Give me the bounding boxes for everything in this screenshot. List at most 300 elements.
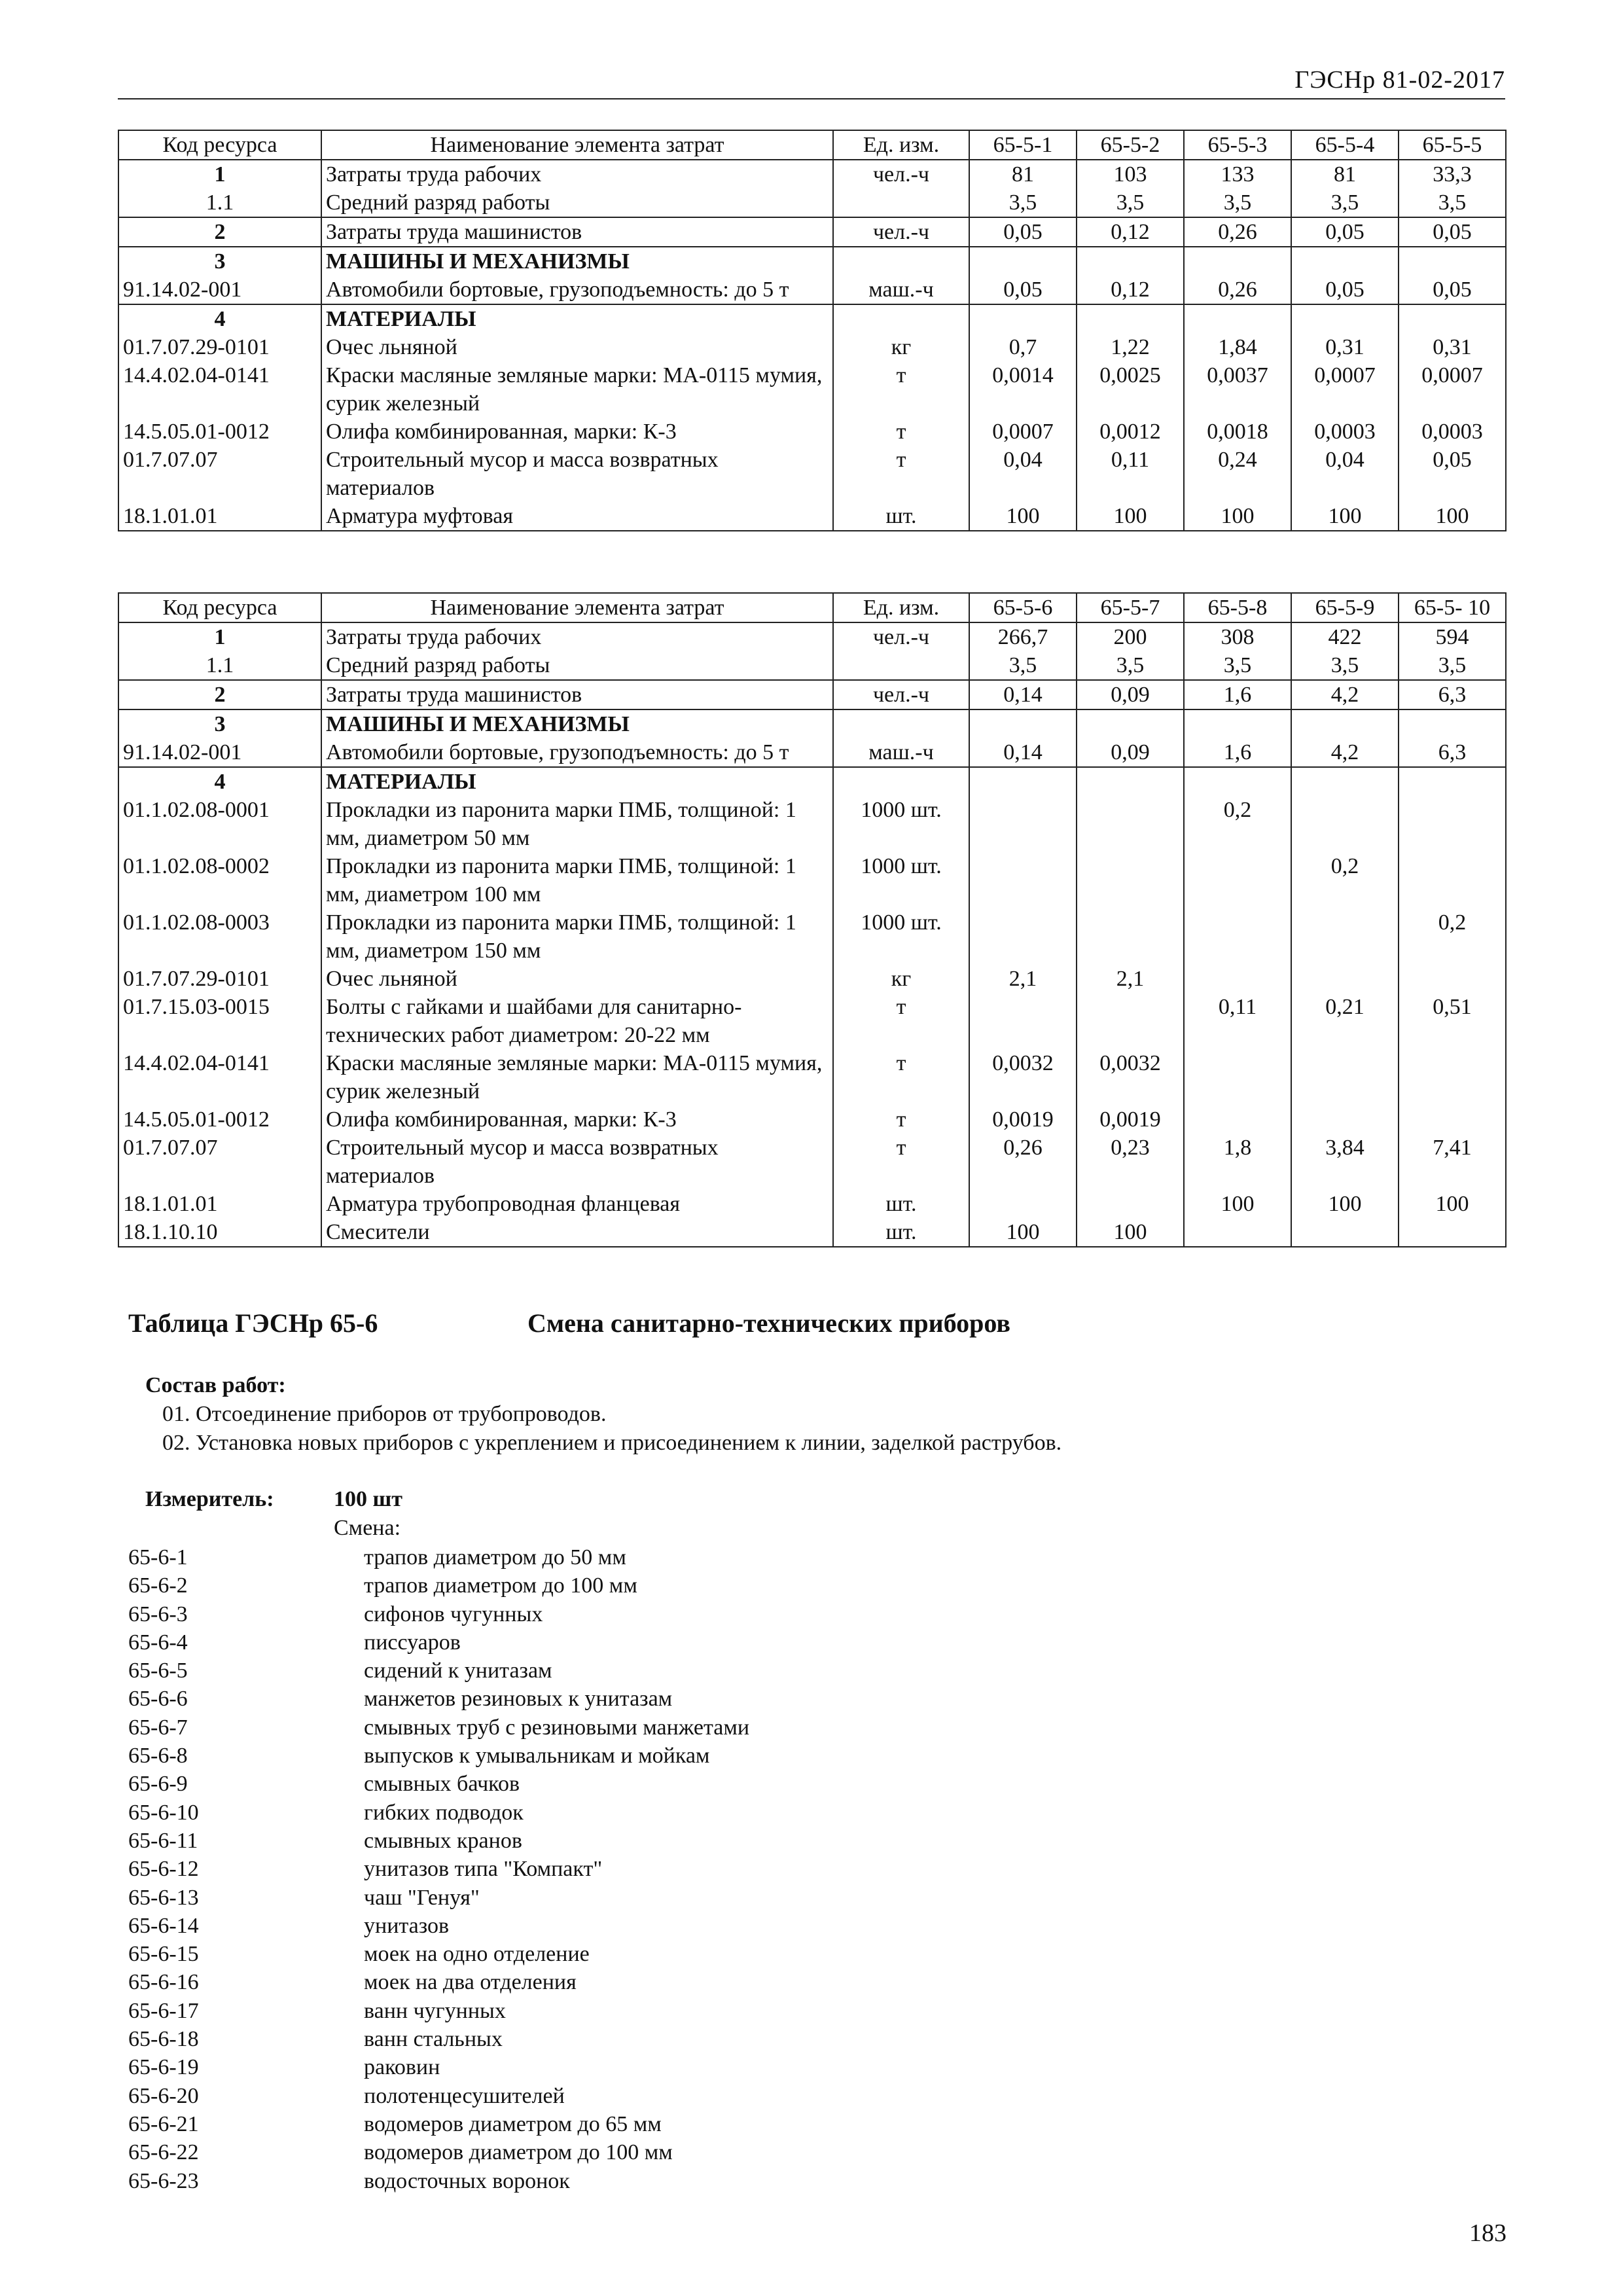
table-row xyxy=(118,1134,1506,1190)
row-code: 1.1 xyxy=(118,651,321,680)
row-value: 6,3 xyxy=(1399,738,1506,767)
row-value: 4,2 xyxy=(1291,738,1399,767)
item-desc: гибких подводок xyxy=(364,1800,524,1825)
item-desc: ванн стальных xyxy=(364,2027,503,2052)
header-col: 65-5-7 xyxy=(1077,593,1184,622)
row-value: 0,2 xyxy=(1399,908,1506,965)
row-unit: т xyxy=(833,1105,969,1134)
row-value: 0,0019 xyxy=(969,1105,1077,1134)
list-item xyxy=(128,2053,914,2081)
row-value: 1,6 xyxy=(1184,680,1291,709)
row-value xyxy=(1399,1105,1506,1134)
row-value xyxy=(969,908,1077,965)
row-value xyxy=(1291,1105,1399,1134)
row-code: 01.1.02.08-0001 xyxy=(118,796,321,852)
item-desc: водомеров диаметром до 100 мм xyxy=(364,2140,673,2165)
table-row xyxy=(118,1105,1506,1134)
row-value: 1,8 xyxy=(1184,1134,1291,1190)
row-code: 14.4.02.04-0141 xyxy=(118,1049,321,1105)
row-value: 3,5 xyxy=(1184,651,1291,680)
item-code: 65-6-15 xyxy=(128,1942,199,1967)
item-code: 65-6-8 xyxy=(128,1744,188,1768)
row-code: 3 xyxy=(118,709,321,738)
measure-value: 100 шт xyxy=(334,1487,402,1511)
item-desc: трапов диаметром до 50 мм xyxy=(364,1545,626,1570)
row-value: 0,0037 xyxy=(1184,361,1291,418)
row-value: 0,0025 xyxy=(1077,361,1184,418)
row-value xyxy=(1184,965,1291,993)
row-value xyxy=(1399,965,1506,993)
table-label: Таблица ГЭСНр 65-6 xyxy=(128,1308,378,1338)
row-value: 0,0014 xyxy=(969,361,1077,418)
table-row xyxy=(118,418,1506,446)
item-desc: унитазов типа "Компакт" xyxy=(364,1857,603,1882)
row-name: Затраты труда машинистов xyxy=(321,680,833,709)
item-desc: моек на одно отделение xyxy=(364,1942,590,1967)
row-value: 100 xyxy=(969,1218,1077,1247)
table-row xyxy=(118,622,1506,651)
row-value: 0,23 xyxy=(1077,1134,1184,1190)
row-value: 0,05 xyxy=(1291,217,1399,247)
row-value xyxy=(1291,1049,1399,1105)
row-value: 0,26 xyxy=(1184,217,1291,247)
header-col: 65-5-6 xyxy=(969,593,1077,622)
row-value: 0,12 xyxy=(1077,276,1184,304)
row-value: 0,0019 xyxy=(1077,1105,1184,1134)
table-title: Смена санитарно-технических приборов xyxy=(527,1308,1011,1338)
row-code: 1 xyxy=(118,160,321,188)
item-code: 65-6-1 xyxy=(128,1545,188,1570)
item-code: 65-6-5 xyxy=(128,1659,188,1683)
item-desc: моек на два отделения xyxy=(364,1970,577,1995)
list-item xyxy=(128,1968,914,1996)
row-name: Прокладки из паронита марки ПМБ, толщиной: 1 мм, диаметром 150 мм xyxy=(321,908,833,965)
row-code: 01.7.07.29-0101 xyxy=(118,333,321,361)
row-value: 81 xyxy=(1291,160,1399,188)
row-value xyxy=(1077,1190,1184,1218)
row-name: Автомобили бортовые, грузоподъемность: до 5 т xyxy=(321,276,833,304)
row-unit: шт. xyxy=(833,502,969,531)
row-value xyxy=(1399,852,1506,908)
row-value: 0,51 xyxy=(1399,993,1506,1049)
list-item xyxy=(128,1628,914,1657)
row-unit: маш.-ч xyxy=(833,276,969,304)
row-code: 01.7.15.03-0015 xyxy=(118,993,321,1049)
row-name: Очес льняной xyxy=(321,965,833,993)
row-value: 100 xyxy=(1291,1190,1399,1218)
header-col: 65-5-4 xyxy=(1291,130,1399,160)
row-value: 100 xyxy=(1077,502,1184,531)
row-name: Краски масляные земляные марки: МА-0115 мумия, сурик железный xyxy=(321,1049,833,1105)
item-code: 65-6-22 xyxy=(128,2140,199,2165)
header-col: 65-5-5 xyxy=(1399,130,1506,160)
row-value xyxy=(1077,852,1184,908)
row-value: 0,2 xyxy=(1291,852,1399,908)
row-code: 1 xyxy=(118,622,321,651)
header-unit: Ед. изм. xyxy=(833,130,969,160)
row-unit: шт. xyxy=(833,1190,969,1218)
row-value: 0,24 xyxy=(1184,446,1291,502)
row-value: 0,0012 xyxy=(1077,418,1184,446)
row-value: 3,5 xyxy=(1291,188,1399,217)
row-value: 0,21 xyxy=(1291,993,1399,1049)
item-desc: водосточных воронок xyxy=(364,2168,570,2193)
list-item xyxy=(128,1940,914,1968)
row-value: 0,0003 xyxy=(1399,418,1506,446)
table-row xyxy=(118,361,1506,418)
row-code: 14.4.02.04-0141 xyxy=(118,361,321,418)
table-row xyxy=(118,247,1506,276)
table-row xyxy=(118,188,1506,217)
row-value: 6,3 xyxy=(1399,680,1506,709)
row-unit: т xyxy=(833,418,969,446)
row-name: МАТЕРИАЛЫ xyxy=(321,304,833,333)
header-name: Наименование элемента затрат xyxy=(321,593,833,622)
row-value: 0,0018 xyxy=(1184,418,1291,446)
row-value xyxy=(1184,1049,1291,1105)
row-name: Прокладки из паронита марки ПМБ, толщиной: 1 мм, диаметром 100 мм xyxy=(321,852,833,908)
list-item xyxy=(128,1799,914,1827)
item-desc: смывных труб с резиновыми манжетами xyxy=(364,1715,750,1740)
row-name: Болты с гайками и шайбами для санитарно-технических работ диаметром: 20-22 мм xyxy=(321,993,833,1049)
resource-table-2 xyxy=(118,592,1507,1247)
row-value xyxy=(1184,908,1291,965)
list-item xyxy=(128,2138,914,2166)
item-desc: трапов диаметром до 100 мм xyxy=(364,1573,637,1598)
table-row xyxy=(118,738,1506,767)
row-unit: чел.-ч xyxy=(833,160,969,188)
item-code: 65-6-12 xyxy=(128,1857,199,1882)
row-code: 2 xyxy=(118,217,321,247)
item-desc: смывных кранов xyxy=(364,1828,522,1853)
table-row xyxy=(118,502,1506,531)
row-name: Средний разряд работы xyxy=(321,651,833,680)
item-desc: смывных бачков xyxy=(364,1772,520,1797)
row-code: 2 xyxy=(118,680,321,709)
row-value xyxy=(1399,1049,1506,1105)
row-name: Средний разряд работы xyxy=(321,188,833,217)
row-unit: т xyxy=(833,993,969,1049)
row-name: Строительный мусор и масса возвратных материалов xyxy=(321,446,833,502)
list-item xyxy=(128,2167,914,2195)
resource-table-1 xyxy=(118,130,1507,531)
row-value: 308 xyxy=(1184,622,1291,651)
row-value xyxy=(1184,1105,1291,1134)
row-value: 100 xyxy=(1399,1190,1506,1218)
row-value: 0,7 xyxy=(969,333,1077,361)
row-name: Строительный мусор и масса возвратных материалов xyxy=(321,1134,833,1190)
row-unit: т xyxy=(833,1049,969,1105)
row-code: 18.1.01.01 xyxy=(118,502,321,531)
row-value: 0,2 xyxy=(1184,796,1291,852)
row-value xyxy=(1077,796,1184,852)
table-row xyxy=(118,767,1506,796)
list-item xyxy=(128,1770,914,1798)
list-item xyxy=(128,2025,914,2053)
item-code: 65-6-16 xyxy=(128,1970,199,1995)
row-value: 0,31 xyxy=(1399,333,1506,361)
item-code: 65-6-7 xyxy=(128,1715,188,1740)
table-row xyxy=(118,993,1506,1049)
row-code: 91.14.02-001 xyxy=(118,276,321,304)
row-value: 100 xyxy=(1184,502,1291,531)
row-value: 4,2 xyxy=(1291,680,1399,709)
row-code: 1.1 xyxy=(118,188,321,217)
row-value: 3,5 xyxy=(1399,188,1506,217)
row-value: 0,04 xyxy=(1291,446,1399,502)
row-value: 1,22 xyxy=(1077,333,1184,361)
row-value xyxy=(1399,1218,1506,1247)
list-item xyxy=(128,1855,914,1883)
row-value xyxy=(1077,908,1184,965)
item-desc: полотенцесушителей xyxy=(364,2083,565,2108)
list-item xyxy=(128,1742,914,1770)
table-row xyxy=(118,680,1506,709)
row-value: 3,5 xyxy=(1077,188,1184,217)
row-unit: т xyxy=(833,361,969,418)
header-col: 65-5-9 xyxy=(1291,593,1399,622)
list-item xyxy=(128,1713,914,1742)
row-name: Смесители xyxy=(321,1218,833,1247)
row-value: 133 xyxy=(1184,160,1291,188)
row-value xyxy=(969,852,1077,908)
table-row xyxy=(118,852,1506,908)
row-value: 103 xyxy=(1077,160,1184,188)
row-name: МАШИНЫ И МЕХАНИЗМЫ xyxy=(321,709,833,738)
item-code: 65-6-19 xyxy=(128,2055,199,2080)
table-row xyxy=(118,651,1506,680)
item-code: 65-6-4 xyxy=(128,1630,188,1655)
table-row xyxy=(118,304,1506,333)
row-value xyxy=(1291,796,1399,852)
row-unit xyxy=(833,651,969,680)
row-value: 0,0003 xyxy=(1291,418,1399,446)
row-value: 0,0032 xyxy=(1077,1049,1184,1105)
row-value: 3,5 xyxy=(969,188,1077,217)
table-row xyxy=(118,908,1506,965)
row-value: 1,6 xyxy=(1184,738,1291,767)
list-item xyxy=(128,1543,914,1571)
row-value: 0,05 xyxy=(1291,276,1399,304)
list-item xyxy=(128,1884,914,1912)
list-item xyxy=(128,2110,914,2138)
row-name: Очес льняной xyxy=(321,333,833,361)
change-label: Смена: xyxy=(334,1516,401,1540)
header-rule xyxy=(118,98,1505,99)
row-value: 7,41 xyxy=(1399,1134,1506,1190)
row-value: 0,05 xyxy=(969,217,1077,247)
row-value: 3,5 xyxy=(1077,651,1184,680)
item-desc: унитазов xyxy=(364,1913,450,1938)
row-value: 0,0007 xyxy=(969,418,1077,446)
row-value xyxy=(1399,796,1506,852)
row-value: 0,0032 xyxy=(969,1049,1077,1105)
row-value xyxy=(969,993,1077,1049)
row-value xyxy=(1077,993,1184,1049)
row-code: 01.1.02.08-0003 xyxy=(118,908,321,965)
row-value: 2,1 xyxy=(1077,965,1184,993)
row-value: 0,26 xyxy=(1184,276,1291,304)
item-code: 65-6-13 xyxy=(128,1885,199,1910)
table-row xyxy=(118,965,1506,993)
row-unit: чел.-ч xyxy=(833,622,969,651)
item-code: 65-6-2 xyxy=(128,1573,188,1598)
table-row xyxy=(118,1049,1506,1105)
list-item xyxy=(128,1600,914,1628)
item-desc: манжетов резиновых к унитазам xyxy=(364,1687,673,1712)
row-value: 3,5 xyxy=(1184,188,1291,217)
row-name: Арматура трубопроводная фланцевая xyxy=(321,1190,833,1218)
item-desc: раковин xyxy=(364,2055,440,2080)
row-value: 33,3 xyxy=(1399,160,1506,188)
row-value: 100 xyxy=(1399,502,1506,531)
item-desc: писсуаров xyxy=(364,1630,461,1655)
row-value: 0,31 xyxy=(1291,333,1399,361)
row-name: МАТЕРИАЛЫ xyxy=(321,767,833,796)
row-value xyxy=(1291,1218,1399,1247)
row-unit: чел.-ч xyxy=(833,217,969,247)
row-unit: шт. xyxy=(833,1218,969,1247)
row-name: Олифа комбинированная, марки: К-3 xyxy=(321,418,833,446)
row-unit: 1000 шт. xyxy=(833,908,969,965)
item-code: 65-6-9 xyxy=(128,1772,188,1797)
table-row xyxy=(118,160,1506,188)
row-value: 422 xyxy=(1291,622,1399,651)
row-code: 01.7.07.07 xyxy=(118,446,321,502)
row-code: 91.14.02-001 xyxy=(118,738,321,767)
item-code: 65-6-6 xyxy=(128,1687,188,1712)
row-value xyxy=(1184,1218,1291,1247)
header-unit: Ед. изм. xyxy=(833,593,969,622)
row-value: 200 xyxy=(1077,622,1184,651)
page-number: 183 xyxy=(1469,2219,1507,2247)
work-composition-title: Состав работ: xyxy=(145,1373,286,1397)
item-code: 65-6-3 xyxy=(128,1602,188,1626)
list-item xyxy=(128,2082,914,2110)
table-header-row xyxy=(118,593,1506,622)
header-name: Наименование элемента затрат xyxy=(321,130,833,160)
list-item xyxy=(128,1657,914,1685)
row-value: 0,09 xyxy=(1077,738,1184,767)
row-unit: кг xyxy=(833,965,969,993)
row-name: МАШИНЫ И МЕХАНИЗМЫ xyxy=(321,247,833,276)
header-col: 65-5-1 xyxy=(969,130,1077,160)
row-value: 0,05 xyxy=(1399,446,1506,502)
row-value xyxy=(1184,852,1291,908)
row-code: 14.5.05.01-0012 xyxy=(118,418,321,446)
item-code: 65-6-20 xyxy=(128,2083,199,2108)
item-desc: ванн чугунных xyxy=(364,1998,506,2023)
item-code: 65-6-23 xyxy=(128,2168,199,2193)
row-value: 0,05 xyxy=(969,276,1077,304)
measure-label: Измеритель: xyxy=(145,1487,274,1511)
work-item: 01. Отсоединение приборов от трубопроводов. xyxy=(162,1402,607,1426)
row-name: Затраты труда рабочих xyxy=(321,160,833,188)
document-code: ГЭСНр 81-02-2017 xyxy=(1294,66,1505,94)
item-desc: выпусков к умывальникам и мойкам xyxy=(364,1744,710,1768)
row-value: 3,5 xyxy=(969,651,1077,680)
row-value: 0,11 xyxy=(1184,993,1291,1049)
row-unit: т xyxy=(833,1134,969,1190)
row-value: 0,0007 xyxy=(1399,361,1506,418)
row-unit: 1000 шт. xyxy=(833,852,969,908)
row-unit: 1000 шт. xyxy=(833,796,969,852)
row-value: 0,04 xyxy=(969,446,1077,502)
row-value: 0,09 xyxy=(1077,680,1184,709)
row-value xyxy=(969,1190,1077,1218)
row-unit: чел.-ч xyxy=(833,680,969,709)
row-code: 4 xyxy=(118,304,321,333)
row-value: 81 xyxy=(969,160,1077,188)
list-item xyxy=(128,1571,914,1600)
list-item xyxy=(128,1997,914,2025)
row-code: 01.1.02.08-0002 xyxy=(118,852,321,908)
row-name: Затраты труда машинистов xyxy=(321,217,833,247)
row-value: 100 xyxy=(1184,1190,1291,1218)
row-code: 18.1.01.01 xyxy=(118,1190,321,1218)
row-unit xyxy=(833,188,969,217)
table-row xyxy=(118,446,1506,502)
table-row xyxy=(118,709,1506,738)
row-value: 1,84 xyxy=(1184,333,1291,361)
row-value: 0,0007 xyxy=(1291,361,1399,418)
row-value: 266,7 xyxy=(969,622,1077,651)
row-value: 0,14 xyxy=(969,738,1077,767)
header-code: Код ресурса xyxy=(118,593,321,622)
header-col: 65-5-3 xyxy=(1184,130,1291,160)
row-value: 100 xyxy=(969,502,1077,531)
row-unit: кг xyxy=(833,333,969,361)
item-code: 65-6-18 xyxy=(128,2027,199,2052)
table-header-row xyxy=(118,130,1506,160)
header-col: 65-5-2 xyxy=(1077,130,1184,160)
list-item xyxy=(128,1912,914,1940)
item-code: 65-6-10 xyxy=(128,1800,199,1825)
row-value: 3,5 xyxy=(1399,651,1506,680)
row-code: 14.5.05.01-0012 xyxy=(118,1105,321,1134)
item-desc: чаш "Генуя" xyxy=(364,1885,480,1910)
row-name: Арматура муфтовая xyxy=(321,502,833,531)
table-row xyxy=(118,217,1506,247)
row-value: 2,1 xyxy=(969,965,1077,993)
row-name: Прокладки из паронита марки ПМБ, толщиной: 1 мм, диаметром 50 мм xyxy=(321,796,833,852)
row-name: Затраты труда рабочих xyxy=(321,622,833,651)
item-code: 65-6-17 xyxy=(128,1998,199,2023)
norm-item-list xyxy=(128,1543,914,2195)
row-code: 01.7.07.29-0101 xyxy=(118,965,321,993)
row-value: 0,12 xyxy=(1077,217,1184,247)
list-item xyxy=(128,1685,914,1713)
row-name: Олифа комбинированная, марки: К-3 xyxy=(321,1105,833,1134)
row-value: 100 xyxy=(1291,502,1399,531)
item-desc: водомеров диаметром до 65 мм xyxy=(364,2111,662,2136)
row-code: 18.1.10.10 xyxy=(118,1218,321,1247)
row-name: Автомобили бортовые, грузоподъемность: до 5 т xyxy=(321,738,833,767)
row-value: 0,26 xyxy=(969,1134,1077,1190)
row-value: 0,14 xyxy=(969,680,1077,709)
header-col: 65-5-8 xyxy=(1184,593,1291,622)
header-col: 65-5- 10 xyxy=(1399,593,1506,622)
row-code: 3 xyxy=(118,247,321,276)
item-code: 65-6-14 xyxy=(128,1913,199,1938)
table-row xyxy=(118,1218,1506,1247)
row-value xyxy=(969,796,1077,852)
item-code: 65-6-21 xyxy=(128,2111,199,2136)
row-value xyxy=(1291,965,1399,993)
row-value: 0,05 xyxy=(1399,276,1506,304)
item-desc: сифонов чугунных xyxy=(364,1602,543,1626)
item-desc: сидений к унитазам xyxy=(364,1659,552,1683)
